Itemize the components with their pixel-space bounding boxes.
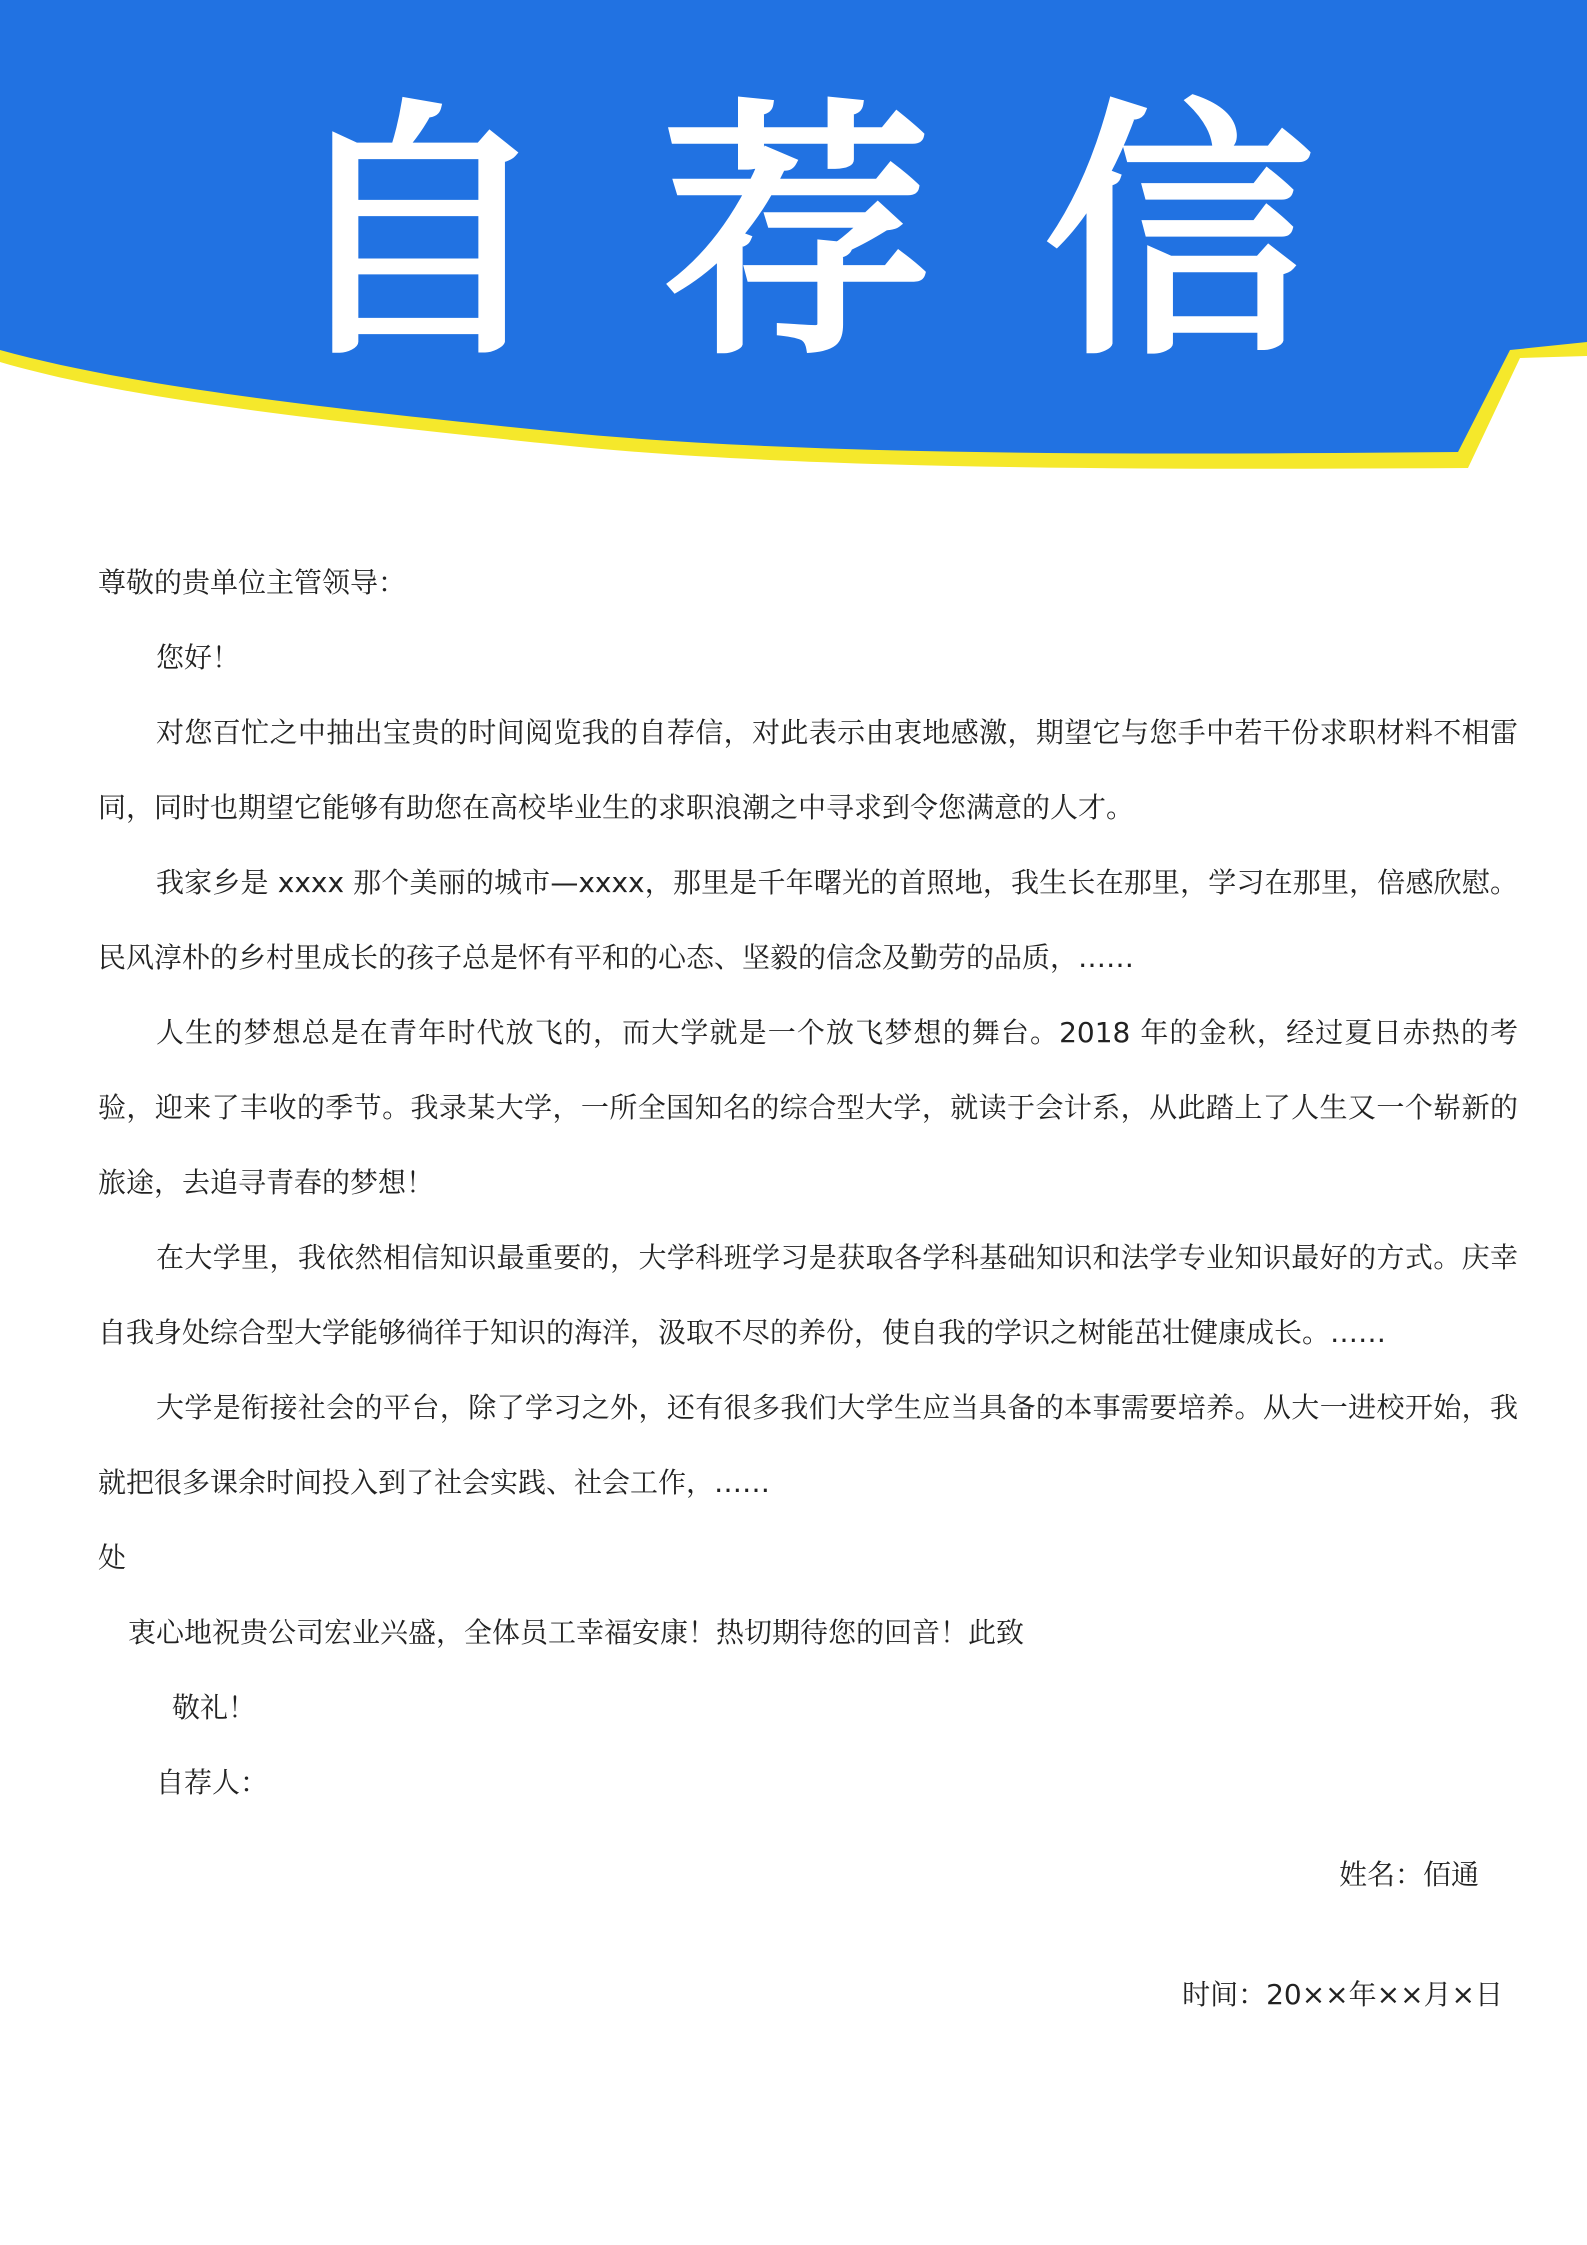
letter-body: [98, 545, 1518, 1820]
paragraph-1: 对您百忙之中抽出宝贵的时间阅览我的自荐信，对此表示由衷地感激，期望它与您手中若干份求职材料不相雷同，同时也期望它能够有助您在高校毕业生的求职浪潮之中寻求到令您满意的人才。: [98, 716, 1518, 824]
page-title: [0, 77, 1587, 392]
paragraph-5: 大学是衔接社会的平台，除了学习之外，还有很多我们大学生应当具备的本事需要培养。从大一进校开始，我就把很多课余时间投入到了社会实践、社会工作，……: [98, 1391, 1518, 1499]
title-char-3: 信: [1044, 77, 1314, 392]
title-char-2: 荐: [662, 77, 932, 392]
stray-line: 处: [98, 1541, 127, 1574]
closing-line: 衷心地祝贵公司宏业兴盛，全体员工幸福安康！热切期待您的回音！此致: [128, 1616, 1025, 1649]
greeting: 您好！: [156, 641, 241, 674]
salutation: 尊敬的贵单位主管领导：: [98, 566, 407, 599]
name-line: 姓名：佰通: [1338, 1858, 1479, 1891]
paragraph-4: 在大学里，我依然相信知识最重要的，大学科班学习是获取各学科基础知识和法学专业知识最好的方式。庆幸自我身处综合型大学能够徜徉于知识的海洋，汲取不尽的养份，使自我的学识之树能茁壮健康成长。……: [98, 1241, 1518, 1349]
paragraph-3: 人生的梦想总是在青年时代放飞的，而大学就是一个放飞梦想的舞台。2018 年的金秋，经过夏日赤热的考验，迎来了丰收的季节。我录某大学，一所全国知名的综合型大学，就读于会计系，从此踏上了人生又一个崭新的旅途，去追寻青春的梦想！: [98, 1016, 1518, 1199]
title-char-1: 自: [282, 77, 552, 392]
date-line: 时间：20××年××月×日: [1182, 1978, 1503, 2011]
paragraph-2: 我家乡是 xxxx 那个美丽的城市—xxxx，那里是千年曙光的首照地，我生长在那里，学习在那里，倍感欣慰。民风淳朴的乡村里成长的孩子总是怀有平和的心态、坚毅的信念及勤劳的品质，……: [98, 866, 1518, 974]
regards-line: 敬礼！: [172, 1691, 257, 1724]
signer-label: 自荐人：: [156, 1766, 269, 1799]
